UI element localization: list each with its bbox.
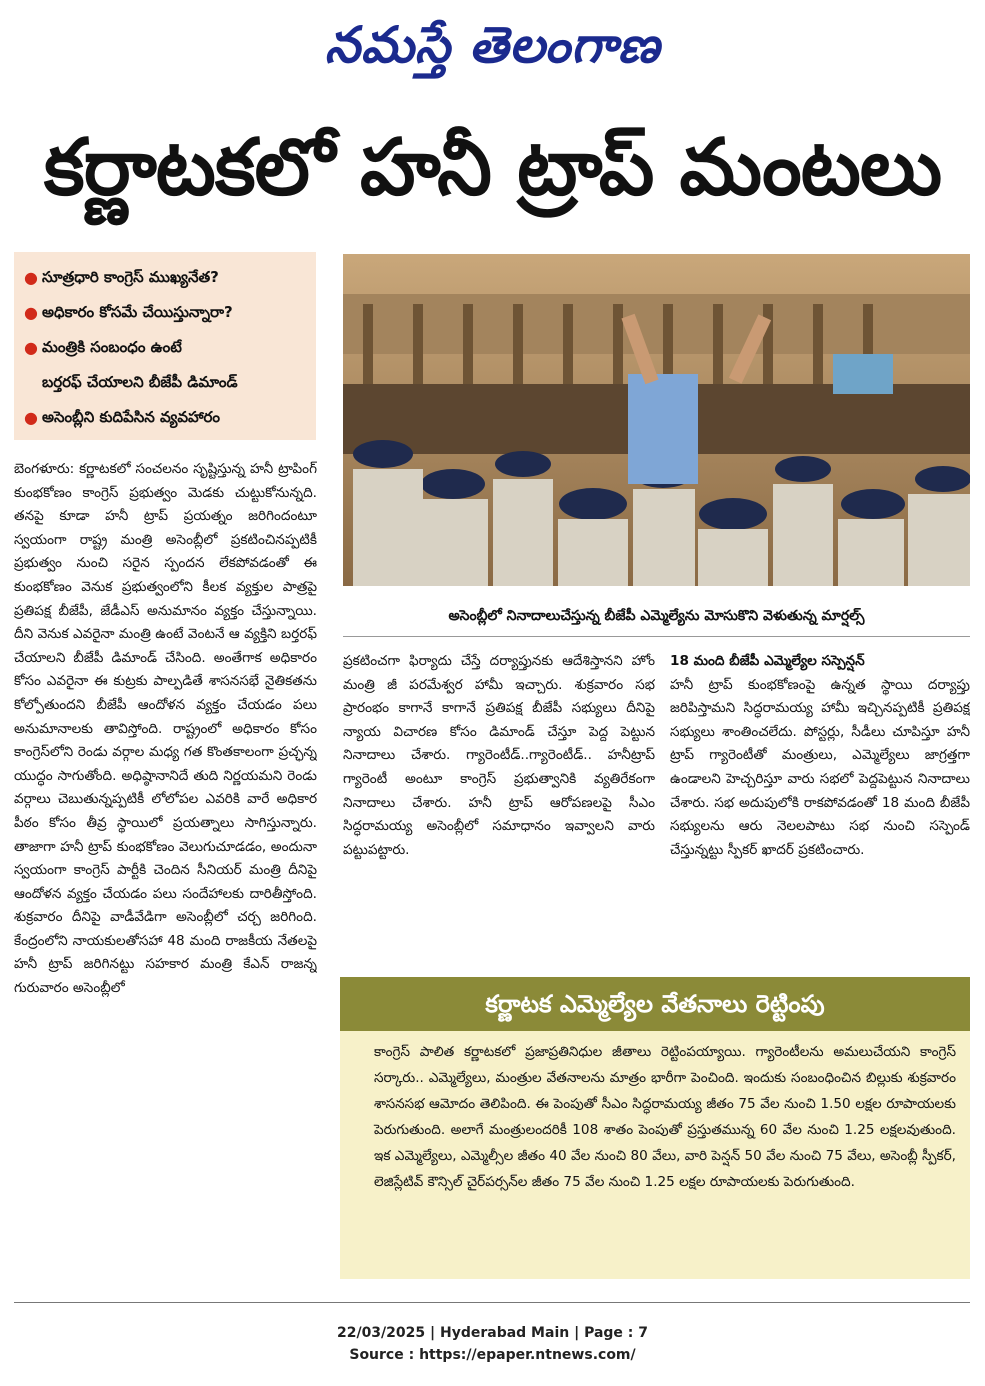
highlight-item: ● అసెంబ్లీని కుదిపేసిన వ్యవహారం	[24, 400, 306, 435]
footer-divider	[14, 1302, 970, 1303]
highlight-item: ● సూత్రధారి కాంగ్రెస్ ముఖ్యనేత?	[24, 260, 306, 295]
article-text: ప్రకటించగా ఫిర్యాదు చేస్తే దర్యాప్తునకు ఆదేశిస్తానని హోం మంత్రి జీ పరమేశ్వర హామీ ఇచ్చారు. శుక్రవారం సభ ప్రారంభం కాగానే కాగానే ప్రతిపక్ష బీజేపీ సభ్యులు దీనిపై న్యాయ విచారణ కోసం డిమాండ్ చేస్తూ పెద్ద పెట్టున నినాదాలు చేశారు. గ్యారెంటీడ్..గ్యారెంటీడ్.. హనీట్రాప్ గ్యారెంటీ అంటూ కాంగ్రెస్ ప్రభుత్వానికి వ్యతిరేకంగా నినాదాలు చేశారు. హనీ ట్రాప్ ఆరోపణలపై సీఎం సిద్ధరామయ్య అసెంబ్లీలో సమాధానం ఇవ్వాలని వారు పట్టుపట్టారు.	[343, 653, 655, 858]
newspaper-masthead: నమస్తే తెలంగాణ	[324, 16, 661, 74]
footer	[0, 1322, 985, 1366]
article-text: హనీ ట్రాప్ కుంభకోణంపై ఉన్నత స్థాయి దర్యాప్తు జరిపిస్తామని సిద్ధరామయ్య హామీ ఇచ్చినప్పటికీ ప్రతిపక్ష సభ్యులు శాంతించలేదు. పోస్టర్లు, సీడీలు చూపిస్తూ హనీ ట్రాప్ గ్యారెంటీతో మంత్రులు, ఎమ్మెల్యేలు జాగ్రత్తగా ఉండాలని హెచ్చరిస్తూ వారు సభలో పెద్దపెట్టున నినాదాలు చేశారు. సభ అదుపులోకి రాకపోవడంతో 18 మంది బీజేపీ సభ్యులను ఆరు నెలలపాటు సభ నుంచి సస్పెండ్ చేస్తున్నట్టు స్పీకర్ ఖాదర్ ప్రకటించారు.	[670, 676, 970, 858]
bullet-icon: ●	[24, 268, 38, 287]
article-column-1	[14, 458, 317, 1328]
footer-date-edition: 22/03/2025 | Hyderabad Main | Page : 7	[336, 1325, 649, 1341]
box-title: కర్ణాటక ఎమ్మెల్యేల వేతనాలు రెట్టింపు	[340, 977, 970, 1031]
article-text: బెంగళూరు: కర్ణాటకలో సంచలనం సృష్టిస్తున్న హనీ ట్రాపింగ్ కుంభకోణం కాంగ్రెస్ ప్రభుత్వం మెడకు చుట్టుకోనున్నది. తనపై కూడా హనీ ట్రాప్ ప్రయత్నం జరిగిందంటూ స్వయంగా రాష్ట్ర మంత్రి అసెంబ్లీలో ప్రకటించినప్పటికీ ప్రభుత్వం నుంచి సరైన స్పందన లేకపోవడంతో ఈ కుంభకోణం వెనుక ప్రభుత్వంలోని కీలక వ్యక్తుల పాత్రపై ప్రతిపక్ష బీజేపీ, జేడీఎస్ అనుమానం వ్యక్తం చేస్తున్నాయి. దీని వెనుక ఎవరైనా మంత్రి ఉంటే వెంటనే ఆ వ్యక్తిని బర్తరఫ్ చేయాలని బీజేపీ డిమాండ్ చేసింది. అంతేగాక అధికారం కోసం ఎవరైనా ఈ కుట్రకు పాల్పడితే శాసనసభే నైతికతను కోల్పోతుందని బీజేపీ ఆందోళన వ్యక్తం చేయడం పలు అనుమానాలకు తావిస్తోంది. రాష్ట్రంలో అధికారం కోసం కాంగ్రెస్‌లోని రెండు వర్గాల మధ్య గత కొంతకాలంగా ప్రచ్ఛన్న యుద్ధం సాగుతోంది. అధిష్ఠానానిదే తుది నిర్ణయమని రెండు వర్గాలు చెబుతున్నప్పటికీ లోలోపల ఎవరికి వారే అధికార పీఠం కోసం తీవ్ర స్థాయిలో ప్రయత్నాలు సాగిస్తున్నారు. తాజాగా హనీ ట్రాప్ కుంభకోణం వెలుగుచూడడం, అందునా స్వయంగా కాంగ్రెస్ పార్టీకి చెందిన సీనియర్ మంత్రి దీనిపై ఆందోళన వ్యక్తం చేయడం పలు సందేహాలకు దారితీస్తోంది. శుక్రవారం దీనిపై వాడీవేడిగా అసెంబ్లీలో చర్చ జరిగింది. కేంద్రంలోని నాయకులతోసహా 48 మంది రాజకీయ నేతలపై హనీ ట్రాప్ జరిగినట్టు సహకార మంత్రి కేఎన్ రాజన్న గురువారం అసెంబ్లీలో	[14, 461, 317, 997]
article-column-2	[343, 650, 655, 955]
bullet-icon: ●	[24, 338, 38, 357]
footer-source-link[interactable]: Source : https://epaper.ntnews.com/	[349, 1347, 636, 1363]
highlight-item: ● మంత్రికి సంబంధం ఉంటే	[24, 330, 306, 365]
assembly-photo-illustration	[343, 254, 970, 586]
salary-hike-box	[340, 977, 970, 1279]
photo-caption: అసెంబ్లీలో నినాదాలుచేస్తున్న బీజేపీ ఎమ్మెల్యేను మోసుకొని వెళుతున్న మార్షల్స్	[343, 596, 970, 637]
main-headline: కర్ణాటకలో హనీ ట్రాప్ మంటలు	[43, 123, 942, 213]
article-subheading: 18 మంది బీజేపీ ఎమ్మెల్యేల సస్పెన్షన్	[670, 653, 865, 669]
highlights-box	[14, 252, 316, 440]
assembly-photo	[343, 254, 970, 586]
box-body-text: కాంగ్రెస్ పాలిత కర్ణాటకలో ప్రజాప్రతినిధుల జీతాలు రెట్టింపయ్యాయి. గ్యారెంటీలను అమలుచేయని కాంగ్రెస్ సర్కారు.. ఎమ్మెల్యేలు, మంత్రుల వేతనాలను మాత్రం భారీగా పెంచింది. ఇందుకు సంబంధించిన బిల్లుకు శుక్రవారం శాసనసభ ఆమోదం తెలిపింది. ఈ పెంపుతో సీఎం సిద్ధరామయ్య జీతం 75 వేల నుంచి 1.50 లక్షల రూపాయలకు పెరుగుతుంది. అలాగే మంత్రులందరికీ 108 శాతం పెంపుతో ప్రస్తుతమున్న 60 వేల నుంచి 1.25 లక్షలవుతుంది. ఇక ఎమ్మెల్యేలు, ఎమ్మెల్సీల జీతం 40 వేల నుంచి 80 వేలు, వారి పెన్షన్ 50 వేల నుంచి 75 వేలు, అసెంబ్లీ స్పీకర్, లెజిస్లేటివ్ కౌన్సిల్ చైర్‌పర్సన్‌ల జీతం 75 వేల నుంచి 1.25 లక్షల రూపాయలకు పెరుగుతుంది.	[374, 1044, 956, 1190]
bullet-icon: ●	[24, 408, 38, 427]
highlight-item: ● అధికారం కోసమే చేయిస్తున్నారా?	[24, 295, 306, 330]
article-column-3	[670, 650, 970, 955]
highlight-item-continued: బర్తరఫ్ చేయాలని బీజేపీ డిమాండ్	[42, 373, 238, 391]
bullet-icon: ●	[24, 303, 38, 322]
